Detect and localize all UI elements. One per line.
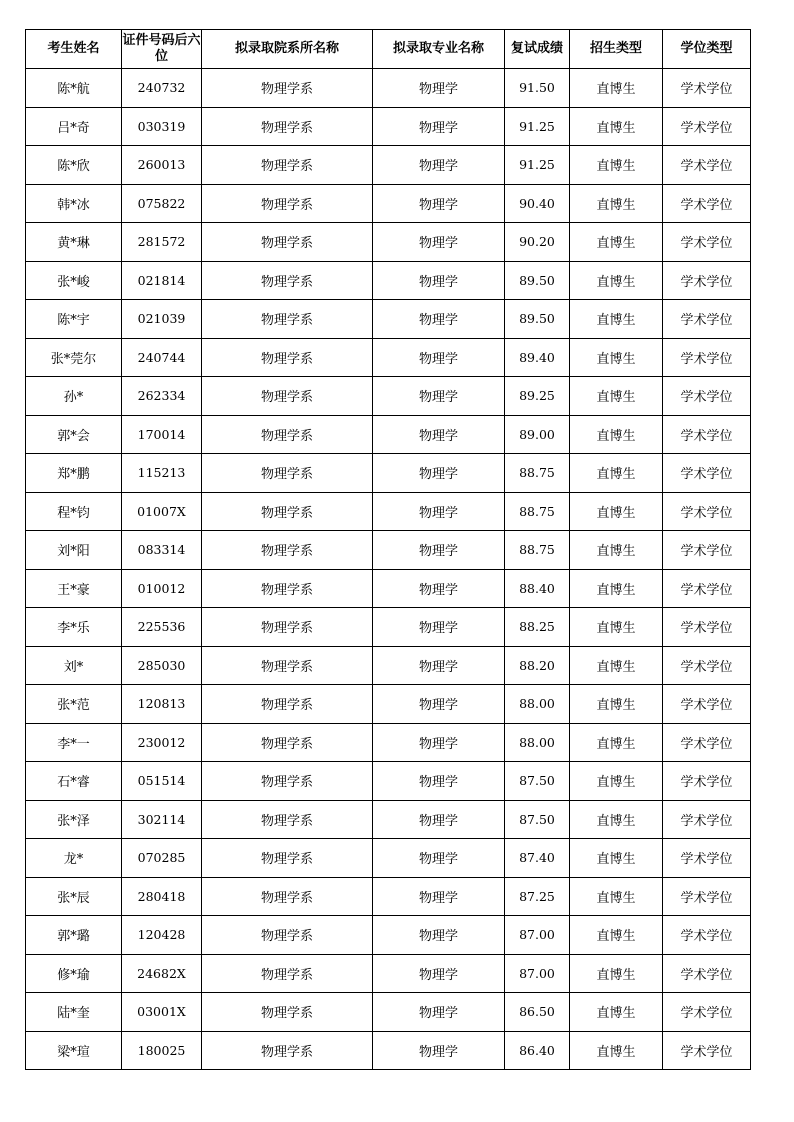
cell-retest-score: 88.00 [505,723,570,762]
cell-id-last-six: 030319 [122,107,202,146]
cell-department: 物理学系 [202,685,373,724]
table-row [26,492,751,531]
cell-enrollment-type: 直博生 [570,146,663,185]
cell-candidate-name: 黄*琳 [26,223,122,262]
cell-degree-type: 学术学位 [663,646,751,685]
cell-id-last-six: 262334 [122,377,202,416]
cell-department: 物理学系 [202,723,373,762]
cell-degree-type: 学术学位 [663,69,751,108]
table-row [26,338,751,377]
cell-major: 物理学 [373,608,505,647]
cell-retest-score: 88.20 [505,646,570,685]
cell-major: 物理学 [373,377,505,416]
cell-id-last-six: 010012 [122,569,202,608]
table-row [26,107,751,146]
cell-enrollment-type: 直博生 [570,723,663,762]
cell-enrollment-type: 直博生 [570,184,663,223]
cell-enrollment-type: 直博生 [570,300,663,339]
cell-candidate-name: 韩*冰 [26,184,122,223]
cell-department: 物理学系 [202,492,373,531]
cell-retest-score: 86.40 [505,1031,570,1070]
cell-department: 物理学系 [202,569,373,608]
cell-major: 物理学 [373,685,505,724]
header-candidate-name: 考生姓名 [26,30,122,69]
cell-enrollment-type: 直博生 [570,569,663,608]
cell-id-last-six: 051514 [122,762,202,801]
cell-degree-type: 学术学位 [663,377,751,416]
table-row [26,531,751,570]
header-retest-score: 复试成绩 [505,30,570,69]
cell-department: 物理学系 [202,608,373,647]
cell-retest-score: 87.00 [505,954,570,993]
cell-candidate-name: 梁*瑄 [26,1031,122,1070]
header-department: 拟录取院系所名称 [202,30,373,69]
cell-department: 物理学系 [202,415,373,454]
cell-id-last-six: 070285 [122,839,202,878]
cell-major: 物理学 [373,184,505,223]
cell-degree-type: 学术学位 [663,454,751,493]
cell-enrollment-type: 直博生 [570,223,663,262]
table-row [26,1031,751,1070]
cell-degree-type: 学术学位 [663,415,751,454]
cell-id-last-six: 083314 [122,531,202,570]
cell-degree-type: 学术学位 [663,723,751,762]
cell-enrollment-type: 直博生 [570,916,663,955]
cell-enrollment-type: 直博生 [570,800,663,839]
cell-retest-score: 87.25 [505,877,570,916]
cell-department: 物理学系 [202,916,373,955]
admission-table [25,29,751,1070]
cell-candidate-name: 王*豪 [26,569,122,608]
cell-enrollment-type: 直博生 [570,69,663,108]
cell-candidate-name: 修*瑜 [26,954,122,993]
cell-id-last-six: 170014 [122,415,202,454]
cell-major: 物理学 [373,69,505,108]
cell-id-last-six: 281572 [122,223,202,262]
cell-degree-type: 学术学位 [663,1031,751,1070]
header-id-last-six: 证件号码后六位 [122,30,202,69]
cell-department: 物理学系 [202,184,373,223]
cell-degree-type: 学术学位 [663,569,751,608]
cell-degree-type: 学术学位 [663,261,751,300]
cell-department: 物理学系 [202,377,373,416]
cell-candidate-name: 张*辰 [26,877,122,916]
cell-degree-type: 学术学位 [663,839,751,878]
cell-id-last-six: 021039 [122,300,202,339]
header-major: 拟录取专业名称 [373,30,505,69]
cell-retest-score: 87.50 [505,762,570,801]
cell-retest-score: 89.50 [505,261,570,300]
table-row [26,800,751,839]
cell-id-last-six: 285030 [122,646,202,685]
cell-enrollment-type: 直博生 [570,685,663,724]
cell-major: 物理学 [373,107,505,146]
cell-id-last-six: 24682X [122,954,202,993]
cell-enrollment-type: 直博生 [570,762,663,801]
table-row [26,685,751,724]
cell-degree-type: 学术学位 [663,107,751,146]
table-row [26,877,751,916]
cell-candidate-name: 郑*鹏 [26,454,122,493]
cell-enrollment-type: 直博生 [570,531,663,570]
cell-candidate-name: 龙* [26,839,122,878]
cell-enrollment-type: 直博生 [570,107,663,146]
cell-degree-type: 学术学位 [663,800,751,839]
cell-retest-score: 89.00 [505,415,570,454]
cell-candidate-name: 刘* [26,646,122,685]
cell-department: 物理学系 [202,762,373,801]
cell-department: 物理学系 [202,107,373,146]
cell-department: 物理学系 [202,877,373,916]
header-row [26,30,751,69]
cell-enrollment-type: 直博生 [570,454,663,493]
cell-department: 物理学系 [202,531,373,570]
table-row [26,146,751,185]
cell-candidate-name: 李*一 [26,723,122,762]
cell-id-last-six: 01007X [122,492,202,531]
cell-id-last-six: 120428 [122,916,202,955]
cell-major: 物理学 [373,415,505,454]
cell-id-last-six: 180025 [122,1031,202,1070]
cell-candidate-name: 陈*欣 [26,146,122,185]
cell-id-last-six: 115213 [122,454,202,493]
cell-department: 物理学系 [202,223,373,262]
cell-major: 物理学 [373,762,505,801]
table-row [26,993,751,1032]
cell-retest-score: 91.50 [505,69,570,108]
cell-id-last-six: 302114 [122,800,202,839]
table-row [26,223,751,262]
cell-major: 物理学 [373,454,505,493]
cell-major: 物理学 [373,338,505,377]
cell-candidate-name: 郭*璐 [26,916,122,955]
cell-degree-type: 学术学位 [663,338,751,377]
cell-id-last-six: 075822 [122,184,202,223]
cell-id-last-six: 230012 [122,723,202,762]
cell-retest-score: 88.00 [505,685,570,724]
table-row [26,762,751,801]
cell-retest-score: 88.75 [505,531,570,570]
cell-department: 物理学系 [202,646,373,685]
cell-candidate-name: 陆*奎 [26,993,122,1032]
cell-major: 物理学 [373,1031,505,1070]
cell-major: 物理学 [373,146,505,185]
cell-enrollment-type: 直博生 [570,608,663,647]
table-row [26,184,751,223]
cell-enrollment-type: 直博生 [570,954,663,993]
cell-major: 物理学 [373,839,505,878]
cell-enrollment-type: 直博生 [570,1031,663,1070]
cell-candidate-name: 张*莞尔 [26,338,122,377]
cell-candidate-name: 张*范 [26,685,122,724]
cell-retest-score: 86.50 [505,993,570,1032]
cell-degree-type: 学术学位 [663,531,751,570]
cell-retest-score: 88.25 [505,608,570,647]
cell-department: 物理学系 [202,839,373,878]
cell-retest-score: 88.75 [505,492,570,531]
cell-major: 物理学 [373,993,505,1032]
cell-department: 物理学系 [202,146,373,185]
table-row [26,261,751,300]
cell-degree-type: 学术学位 [663,146,751,185]
cell-candidate-name: 李*乐 [26,608,122,647]
cell-major: 物理学 [373,531,505,570]
cell-department: 物理学系 [202,1031,373,1070]
cell-id-last-six: 021814 [122,261,202,300]
cell-department: 物理学系 [202,800,373,839]
cell-candidate-name: 孙* [26,377,122,416]
cell-major: 物理学 [373,877,505,916]
cell-major: 物理学 [373,300,505,339]
cell-enrollment-type: 直博生 [570,261,663,300]
cell-degree-type: 学术学位 [663,762,751,801]
cell-major: 物理学 [373,261,505,300]
table-header [26,30,751,69]
cell-retest-score: 89.25 [505,377,570,416]
cell-retest-score: 91.25 [505,146,570,185]
cell-retest-score: 88.40 [505,569,570,608]
cell-candidate-name: 刘*阳 [26,531,122,570]
cell-degree-type: 学术学位 [663,223,751,262]
cell-major: 物理学 [373,492,505,531]
cell-enrollment-type: 直博生 [570,377,663,416]
cell-degree-type: 学术学位 [663,300,751,339]
cell-candidate-name: 吕*奇 [26,107,122,146]
cell-enrollment-type: 直博生 [570,338,663,377]
cell-degree-type: 学术学位 [663,492,751,531]
cell-retest-score: 89.40 [505,338,570,377]
cell-department: 物理学系 [202,454,373,493]
cell-id-last-six: 03001X [122,993,202,1032]
table-row [26,454,751,493]
cell-enrollment-type: 直博生 [570,646,663,685]
cell-id-last-six: 120813 [122,685,202,724]
table-body [26,69,751,1070]
cell-enrollment-type: 直博生 [570,415,663,454]
cell-major: 物理学 [373,916,505,955]
cell-candidate-name: 郭*会 [26,415,122,454]
cell-department: 物理学系 [202,300,373,339]
cell-department: 物理学系 [202,954,373,993]
cell-major: 物理学 [373,954,505,993]
cell-retest-score: 91.25 [505,107,570,146]
table-row [26,646,751,685]
cell-id-last-six: 225536 [122,608,202,647]
cell-major: 物理学 [373,800,505,839]
table-row [26,300,751,339]
table-row [26,569,751,608]
cell-candidate-name: 陈*宇 [26,300,122,339]
table-row [26,608,751,647]
cell-enrollment-type: 直博生 [570,492,663,531]
cell-retest-score: 90.20 [505,223,570,262]
cell-department: 物理学系 [202,338,373,377]
cell-enrollment-type: 直博生 [570,877,663,916]
cell-retest-score: 89.50 [505,300,570,339]
cell-candidate-name: 石*睿 [26,762,122,801]
cell-department: 物理学系 [202,993,373,1032]
cell-retest-score: 87.50 [505,800,570,839]
cell-candidate-name: 张*峻 [26,261,122,300]
cell-degree-type: 学术学位 [663,608,751,647]
cell-id-last-six: 240732 [122,69,202,108]
cell-id-last-six: 260013 [122,146,202,185]
cell-major: 物理学 [373,646,505,685]
cell-degree-type: 学术学位 [663,685,751,724]
cell-degree-type: 学术学位 [663,916,751,955]
cell-candidate-name: 陈*航 [26,69,122,108]
cell-major: 物理学 [373,223,505,262]
cell-degree-type: 学术学位 [663,954,751,993]
cell-candidate-name: 程*钧 [26,492,122,531]
cell-major: 物理学 [373,723,505,762]
table-row [26,415,751,454]
cell-degree-type: 学术学位 [663,993,751,1032]
table-row [26,723,751,762]
cell-degree-type: 学术学位 [663,877,751,916]
cell-retest-score: 88.75 [505,454,570,493]
cell-degree-type: 学术学位 [663,184,751,223]
cell-retest-score: 87.40 [505,839,570,878]
table-row [26,954,751,993]
table-row [26,377,751,416]
header-enrollment-type: 招生类型 [570,30,663,69]
admission-list-sheet [25,29,750,1070]
cell-enrollment-type: 直博生 [570,839,663,878]
cell-retest-score: 90.40 [505,184,570,223]
table-row [26,916,751,955]
cell-retest-score: 87.00 [505,916,570,955]
cell-department: 物理学系 [202,69,373,108]
cell-candidate-name: 张*泽 [26,800,122,839]
table-row [26,69,751,108]
cell-enrollment-type: 直博生 [570,993,663,1032]
cell-id-last-six: 280418 [122,877,202,916]
header-degree-type: 学位类型 [663,30,751,69]
cell-major: 物理学 [373,569,505,608]
cell-department: 物理学系 [202,261,373,300]
cell-id-last-six: 240744 [122,338,202,377]
table-row [26,839,751,878]
